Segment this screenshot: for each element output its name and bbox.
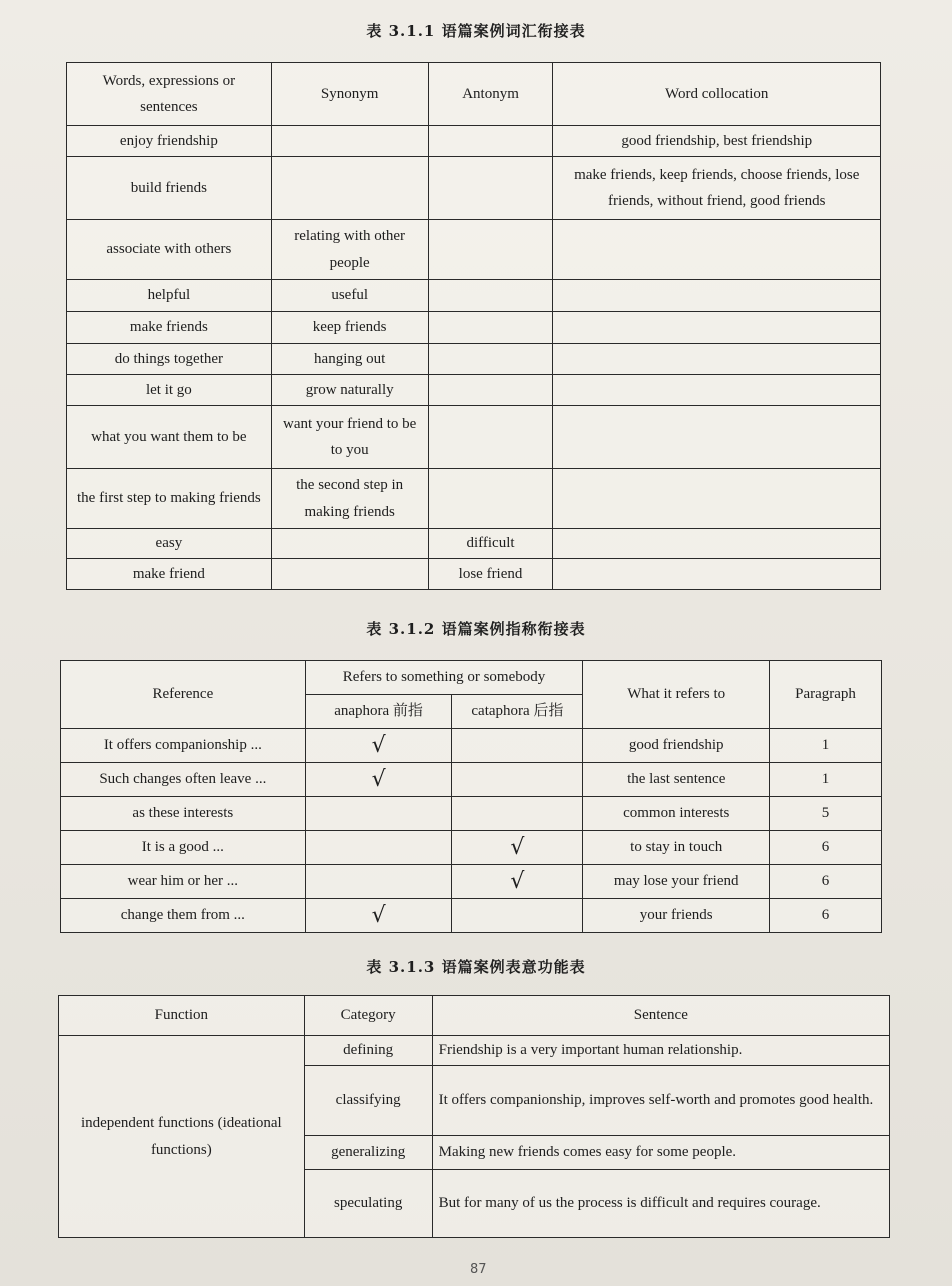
table-row: [67, 157, 881, 220]
table-row: [61, 899, 882, 933]
check-mark-icon: [305, 865, 452, 899]
table1-cell: [428, 126, 553, 157]
table1-cell: [553, 406, 881, 469]
table3-header-category: Category: [304, 996, 432, 1036]
table1-cell: [553, 559, 881, 590]
check-mark-icon: [452, 763, 583, 797]
table2-header-row: [61, 661, 882, 695]
table1-cell: relating with other people: [271, 220, 428, 280]
check-mark-icon: √: [305, 763, 452, 797]
table1-cell: [428, 312, 553, 344]
table2-reference-cell: Such changes often leave ...: [61, 763, 306, 797]
table3-header-sentence: Sentence: [432, 996, 889, 1036]
lexical-cohesion-table: [66, 62, 881, 590]
table3-sentence-cell: Friendship is a very important human relationship.: [432, 1036, 889, 1066]
table3-sentence-cell: It offers companionship, improves self-worth and promotes good health.: [432, 1066, 889, 1136]
table2-reference-cell: It is a good ...: [61, 831, 306, 865]
table1-cell: [271, 126, 428, 157]
table1-cell: [553, 469, 881, 529]
table1-cell: make friend: [67, 559, 272, 590]
table1-cell: [553, 375, 881, 406]
table1-cell: the first step to making friends: [67, 469, 272, 529]
table2-paragraph-cell: 6: [770, 865, 882, 899]
table1-cell: lose friend: [428, 559, 553, 590]
table1-cell: [428, 344, 553, 375]
table1-cell: the second step in making friends: [271, 469, 428, 529]
table2-caption: 表 3.1.2 语篇案例指称衔接表: [366, 620, 586, 638]
page-number: 87: [470, 1262, 487, 1277]
table1-caption: 表 3.1.1 语篇案例词汇衔接表: [366, 22, 586, 40]
table1-cell: [553, 280, 881, 312]
table1-header-synonym: Synonym: [271, 63, 428, 126]
reference-cohesion-table: [60, 660, 882, 933]
table2-reference-cell: wear him or her ...: [61, 865, 306, 899]
table1-cell: [428, 280, 553, 312]
table-row: [67, 406, 881, 469]
table1-cell: [428, 375, 553, 406]
table-row: [61, 763, 882, 797]
table1-cell: helpful: [67, 280, 272, 312]
table3-sentence-cell: Making new friends comes easy for some people.: [432, 1136, 889, 1170]
table-row: [59, 1036, 890, 1066]
table2-what-cell: may lose your friend: [583, 865, 770, 899]
table1-cell: [428, 157, 553, 220]
table2-header-anaphora: anaphora 前指: [305, 695, 452, 729]
table1-cell: enjoy friendship: [67, 126, 272, 157]
table-row: [61, 831, 882, 865]
table3-sentence-cell: But for many of us the process is difficult and requires courage.: [432, 1170, 889, 1238]
table1-cell: make friends, keep friends, choose friends, lose friends, without friend, good friends: [553, 157, 881, 220]
table1-header-antonym: Antonym: [428, 63, 553, 126]
table-row: [67, 220, 881, 280]
table2-header-refers-group: Refers to something or somebody: [305, 661, 583, 695]
table2-what-cell: your friends: [583, 899, 770, 933]
check-mark-icon: [305, 831, 452, 865]
table2-what-cell: common interests: [583, 797, 770, 831]
table1-cell: [553, 312, 881, 344]
table3-header-function: Function: [59, 996, 305, 1036]
table1-header-words: Words, expressions or sentences: [67, 63, 272, 126]
table2-what-cell: good friendship: [583, 729, 770, 763]
check-mark-icon: √: [305, 899, 452, 933]
table3-category-cell: defining: [304, 1036, 432, 1066]
table2-header-paragraph: Paragraph: [770, 661, 882, 729]
table1-cell: want your friend to be to you: [271, 406, 428, 469]
table1-cell: useful: [271, 280, 428, 312]
table1-cell: do things together: [67, 344, 272, 375]
check-mark-icon: √: [305, 729, 452, 763]
table-row: [67, 375, 881, 406]
table3-caption: 表 3.1.3 语篇案例表意功能表: [366, 958, 586, 976]
table1-cell: [428, 220, 553, 280]
table-row: [67, 312, 881, 344]
table1-header-collocation: Word collocation: [553, 63, 881, 126]
table-row: [61, 797, 882, 831]
table2-reference-cell: It offers companionship ...: [61, 729, 306, 763]
table1-cell: let it go: [67, 375, 272, 406]
check-mark-icon: [452, 729, 583, 763]
ideational-function-table: [58, 995, 890, 1238]
check-mark-icon: [452, 797, 583, 831]
table1-cell: [553, 220, 881, 280]
table3-header-row: [59, 996, 890, 1036]
table1-cell: [271, 157, 428, 220]
table1-cell: keep friends: [271, 312, 428, 344]
table1-cell: build friends: [67, 157, 272, 220]
check-mark-icon: [305, 797, 452, 831]
table2-reference-cell: change them from ...: [61, 899, 306, 933]
table1-cell: [428, 469, 553, 529]
table1-cell: grow naturally: [271, 375, 428, 406]
table1-cell: easy: [67, 529, 272, 559]
table-row: [67, 280, 881, 312]
table1-cell: [428, 406, 553, 469]
table-row: [61, 729, 882, 763]
table1-cell: what you want them to be: [67, 406, 272, 469]
table3-category-cell: generalizing: [304, 1136, 432, 1170]
table2-header-cataphora: cataphora 后指: [452, 695, 583, 729]
table2-paragraph-cell: 5: [770, 797, 882, 831]
table2-paragraph-cell: 1: [770, 729, 882, 763]
check-mark-icon: [452, 899, 583, 933]
table2-paragraph-cell: 6: [770, 831, 882, 865]
table1-cell: associate with others: [67, 220, 272, 280]
table2-paragraph-cell: 1: [770, 763, 882, 797]
table2-reference-cell: as these interests: [61, 797, 306, 831]
table1-cell: difficult: [428, 529, 553, 559]
table1-cell: [553, 344, 881, 375]
table3-category-cell: speculating: [304, 1170, 432, 1238]
table1-cell: [271, 529, 428, 559]
table1-cell: make friends: [67, 312, 272, 344]
table3-category-cell: classifying: [304, 1066, 432, 1136]
table2-paragraph-cell: 6: [770, 899, 882, 933]
check-mark-icon: √: [452, 865, 583, 899]
table1-cell: hanging out: [271, 344, 428, 375]
table2-what-cell: the last sentence: [583, 763, 770, 797]
table-row: [67, 469, 881, 529]
table-row: [67, 344, 881, 375]
table2-header-reference: Reference: [61, 661, 306, 729]
table2-header-what-refers: What it refers to: [583, 661, 770, 729]
table3-function-cell: independent functions (ideational functions): [59, 1036, 305, 1238]
table1-cell: [271, 559, 428, 590]
table-row: [61, 865, 882, 899]
table-row: [67, 529, 881, 559]
table-row: [67, 126, 881, 157]
table-row: [67, 559, 881, 590]
table1-cell: [553, 529, 881, 559]
check-mark-icon: √: [452, 831, 583, 865]
table1-cell: good friendship, best friendship: [553, 126, 881, 157]
table1-header-row: [67, 63, 881, 126]
table2-what-cell: to stay in touch: [583, 831, 770, 865]
